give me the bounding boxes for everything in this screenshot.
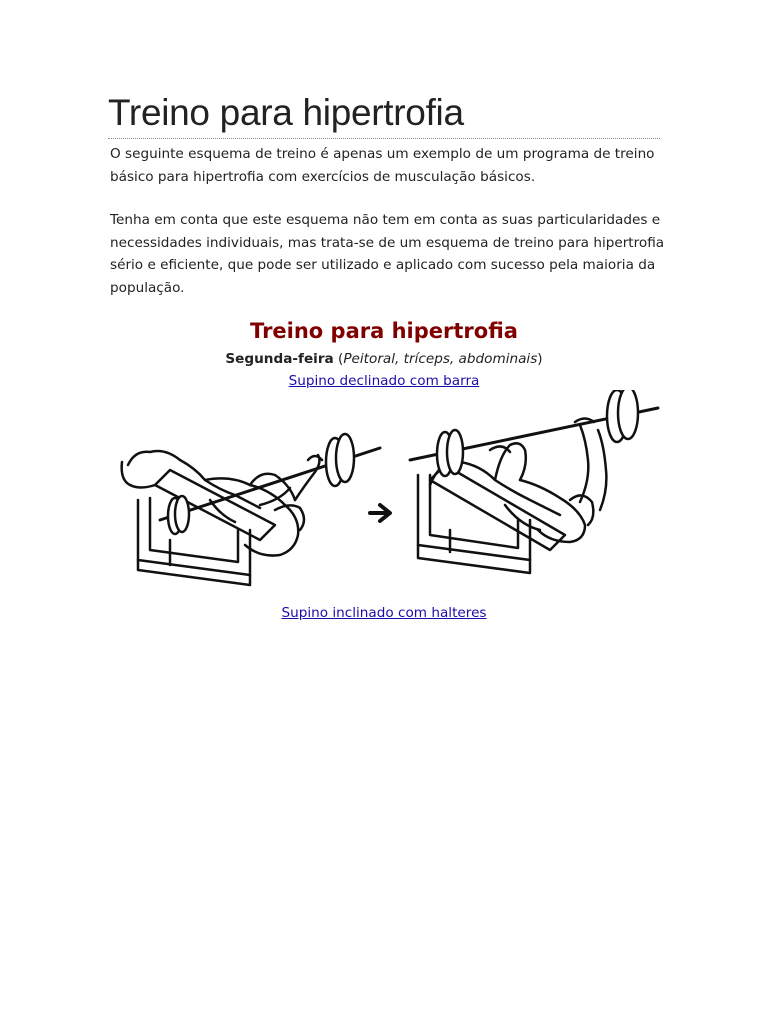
exercise-link-incline-dumbbell[interactable]: Supino inclinado com halteres (281, 605, 487, 621)
muscles-close: ) (537, 351, 543, 367)
day-line (0, 348, 768, 370)
intro-paragraph: O seguinte esquema de treino é apenas um exemplo de um programa de treino básico para hipertrofia com exercícios de musculação básicos. (110, 146, 655, 185)
exercise-2-container (0, 602, 768, 624)
decline-bench-press-illustration (110, 390, 666, 590)
muscle-groups: Peitoral, tríceps, abdominais (343, 351, 538, 367)
program-section (0, 314, 768, 392)
arrow-right-icon (370, 505, 390, 521)
day-name: Segunda-feira (225, 351, 334, 367)
disclaimer-paragraph: Tenha em conta que este esquema não tem em conta as suas particularidades e necessidades individuais, mas trata-se de um esquema de treino para hipertrofia sério e eficiente, que pode ser utilizado e aplicado com sucesso pela maioria da população. (110, 212, 665, 296)
program-title: Treino para hipertrofia (250, 319, 518, 343)
page-title: Treino para hipertrofia (108, 88, 660, 139)
exercise-link-decline-bench[interactable]: Supino declinado com barra (288, 373, 480, 389)
muscles-open: ( (338, 351, 344, 367)
